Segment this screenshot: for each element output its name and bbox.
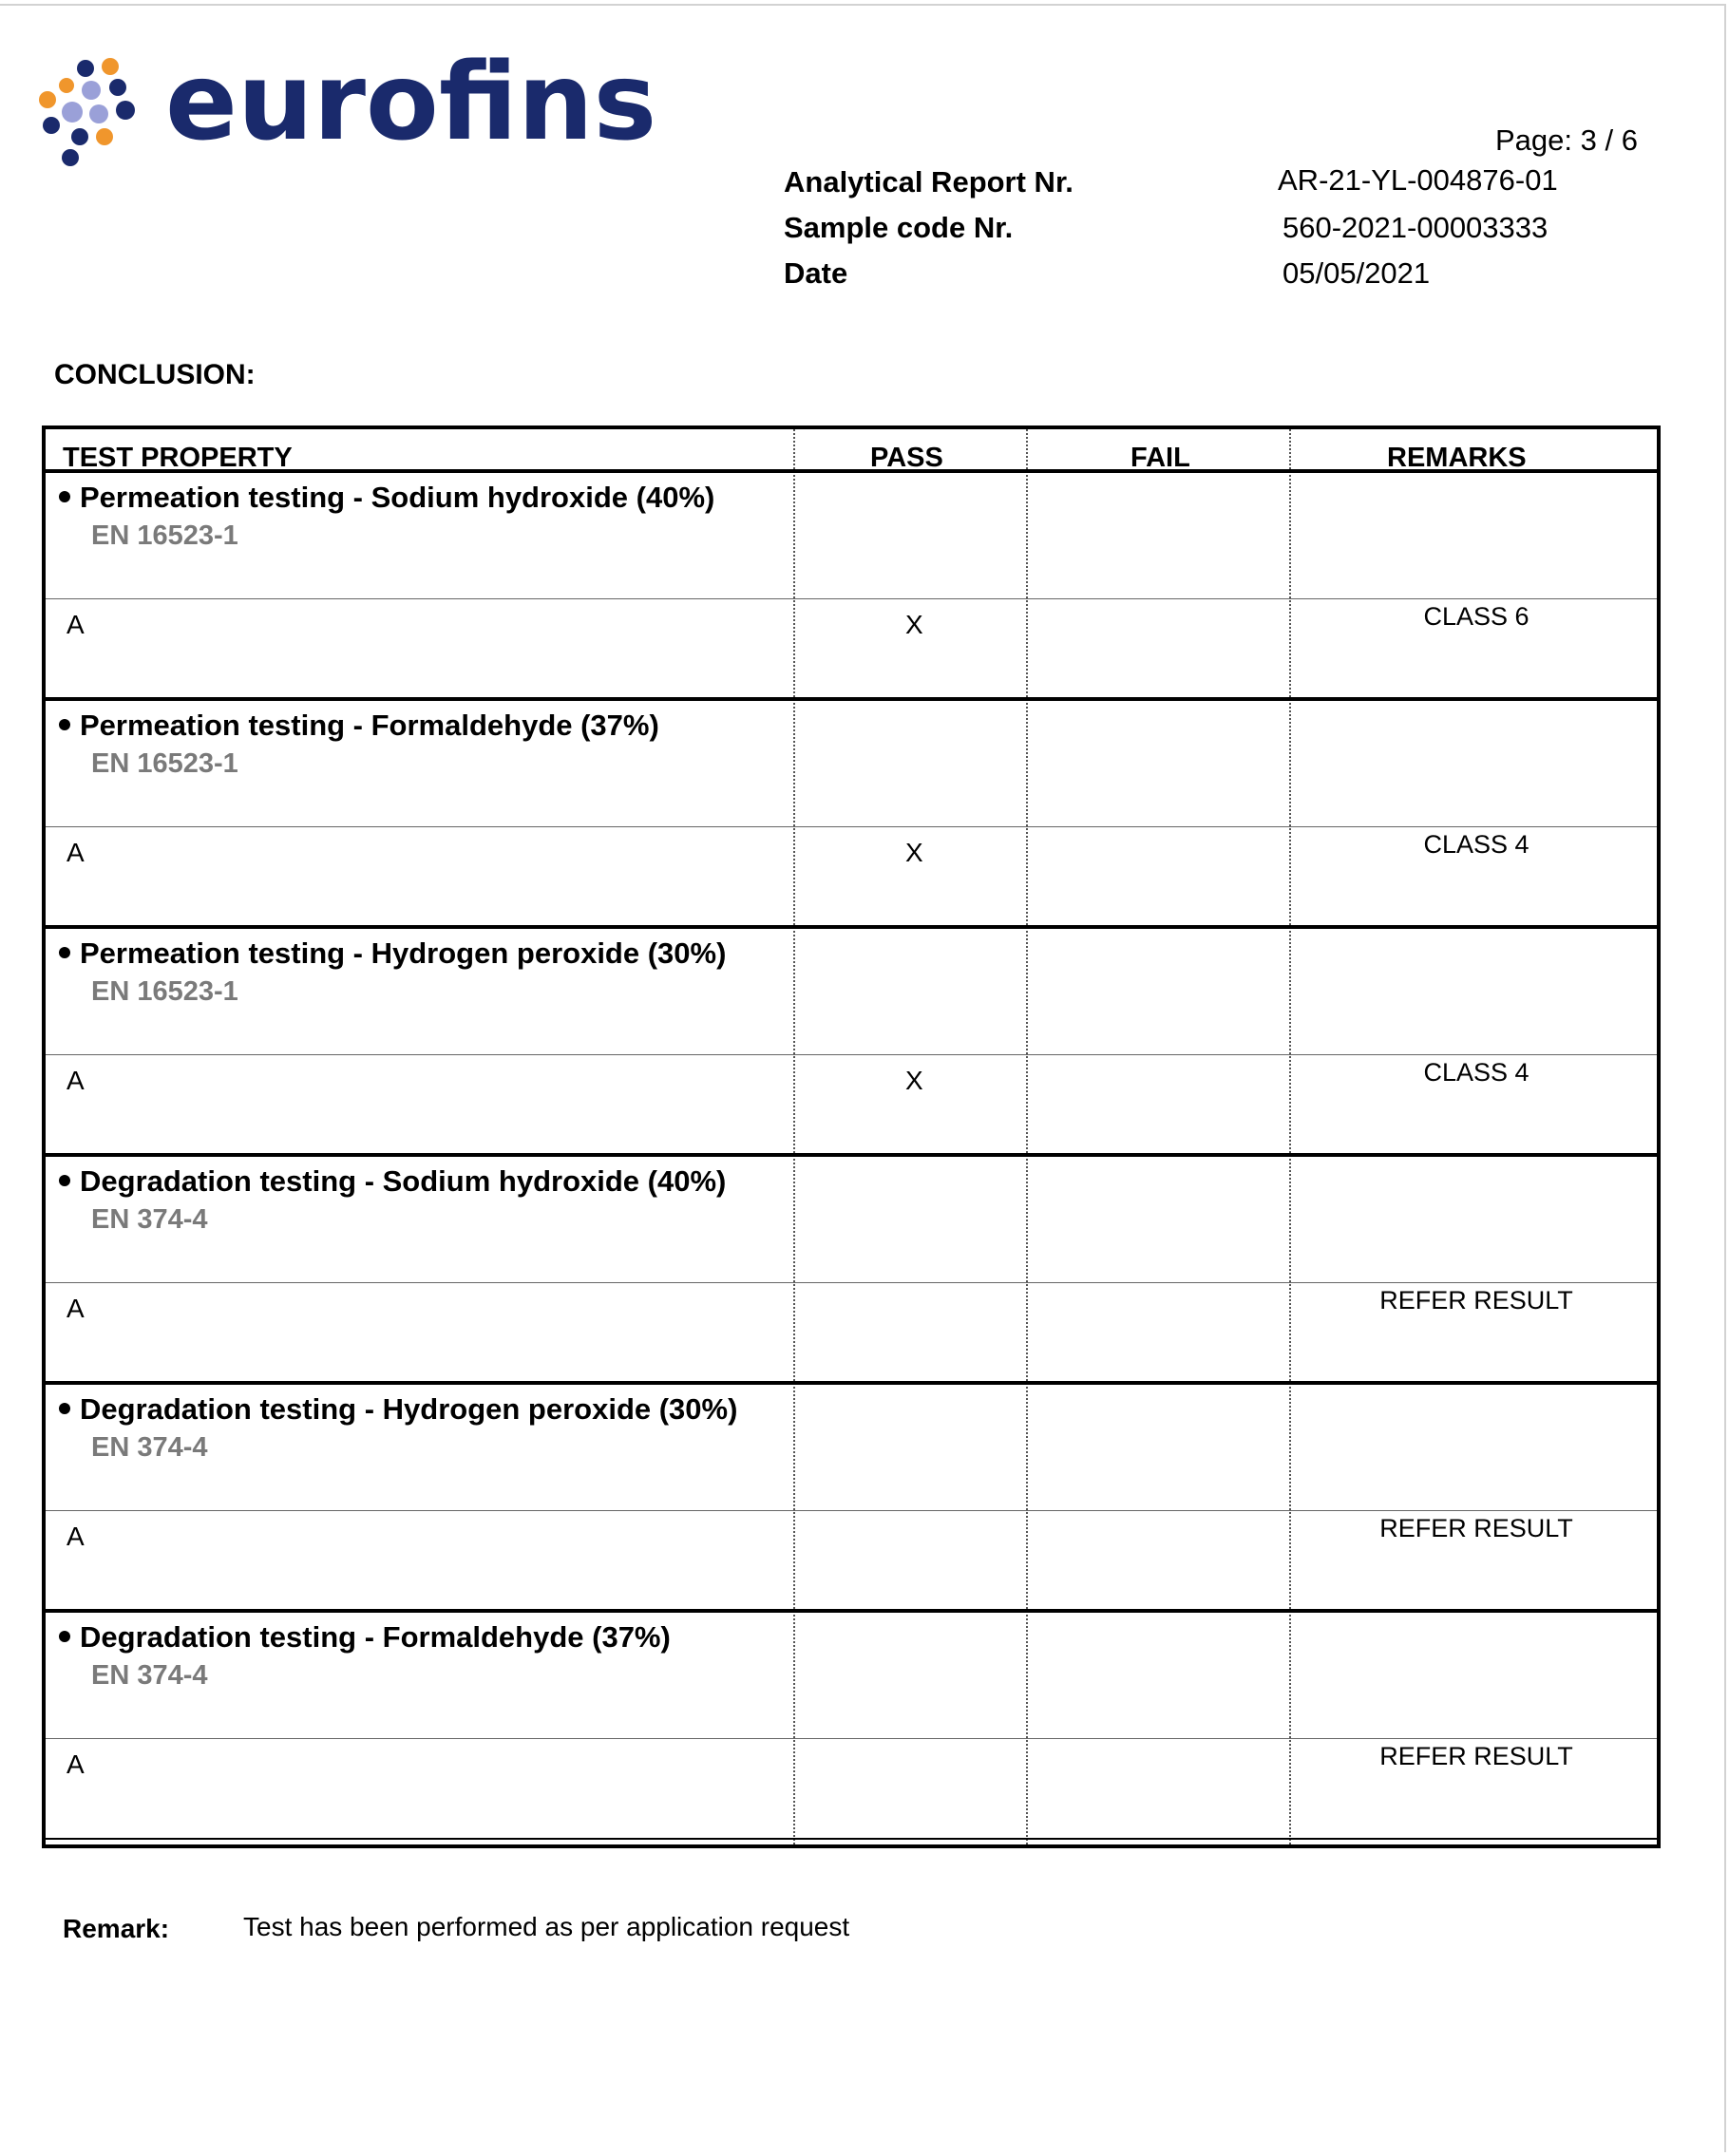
- date-value: 05/05/2021: [1282, 256, 1431, 290]
- sample-code-label: Sample code Nr.: [784, 211, 1014, 244]
- sample-id: A: [66, 1749, 85, 1779]
- remark-text: Test has been performed as per application request: [243, 1912, 850, 1941]
- row-separator: [46, 925, 1657, 929]
- pass-mark: X: [905, 1066, 923, 1095]
- column-header-fail: FAIL: [1130, 443, 1190, 473]
- test-standard: EN 16523-1: [91, 520, 238, 551]
- date-label: Date: [784, 256, 848, 290]
- sample-id: A: [66, 838, 85, 867]
- logo-dots-icon: [38, 57, 152, 171]
- row-separator: [46, 1609, 1657, 1613]
- remark-label: Remark:: [63, 1914, 170, 1943]
- test-property-title: [59, 1164, 726, 1199]
- test-property-title: [59, 481, 714, 515]
- row-separator: [46, 1381, 1657, 1385]
- remarks-value: CLASS 4: [1423, 830, 1530, 859]
- report-number-label: Analytical Report Nr.: [784, 165, 1074, 199]
- row-separator: [46, 1153, 1657, 1157]
- bullet-icon: [59, 947, 70, 958]
- column-header-remarks: REMARKS: [1387, 443, 1527, 473]
- test-standard: EN 374-4: [91, 1204, 208, 1235]
- sub-row-separator: [46, 1738, 1657, 1739]
- remarks-value: CLASS 4: [1423, 1058, 1530, 1087]
- remarks-value: CLASS 6: [1423, 602, 1530, 631]
- test-standard: EN 16523-1: [91, 976, 238, 1007]
- report-number-value: AR-21-YL-004876-01: [1278, 163, 1558, 197]
- conclusion-heading: CONCLUSION:: [54, 359, 256, 390]
- sample-code-value: 560-2021-00003333: [1282, 211, 1548, 244]
- pass-mark: X: [905, 610, 923, 639]
- bullet-icon: [59, 1403, 70, 1414]
- bullet-icon: [59, 719, 70, 730]
- sample-id: A: [66, 1294, 85, 1323]
- remarks-value: REFER RESULT: [1379, 1742, 1573, 1770]
- column-header-test-property: TEST PROPERTY: [63, 443, 293, 473]
- row-separator: [46, 469, 1657, 473]
- sample-id: A: [66, 610, 85, 639]
- test-property-title-text: Degradation testing - Hydrogen peroxide (30%): [80, 1392, 738, 1426]
- test-standard: EN 374-4: [91, 1660, 208, 1691]
- page-number: Page: 3 / 6: [1495, 123, 1638, 157]
- test-property-title-text: Permeation testing - Hydrogen peroxide (30%): [80, 936, 727, 970]
- bullet-icon: [59, 491, 70, 502]
- sub-row-separator: [46, 1510, 1657, 1511]
- sub-row-separator: [46, 598, 1657, 599]
- test-property-title-text: Permeation testing - Formaldehyde (37%): [80, 709, 659, 742]
- remarks-value: REFER RESULT: [1379, 1514, 1573, 1542]
- divider-remarks: [1289, 429, 1291, 1844]
- sub-row-separator: [46, 1282, 1657, 1283]
- sample-id: A: [66, 1522, 85, 1551]
- row-separator: [46, 697, 1657, 701]
- test-property-title-text: Permeation testing - Sodium hydroxide (40%): [80, 481, 715, 514]
- test-property-title-text: Degradation testing - Sodium hydroxide (40%): [80, 1164, 727, 1198]
- table-bottom-rule: [42, 1838, 1661, 1842]
- divider-fail: [1026, 429, 1028, 1844]
- test-property-title: [59, 709, 659, 743]
- sample-id: A: [66, 1066, 85, 1095]
- bullet-icon: [59, 1631, 70, 1642]
- test-property-title-text: Degradation testing - Formaldehyde (37%): [80, 1620, 671, 1654]
- pass-mark: X: [905, 838, 923, 867]
- conclusion-table: [42, 426, 1661, 1848]
- sub-row-separator: [46, 826, 1657, 827]
- remarks-value: REFER RESULT: [1379, 1286, 1573, 1314]
- test-property-title: [59, 1620, 671, 1655]
- test-property-title: [59, 936, 726, 971]
- divider-pass: [793, 429, 795, 1844]
- test-property-title: [59, 1392, 737, 1427]
- sub-row-separator: [46, 1054, 1657, 1055]
- test-standard: EN 16523-1: [91, 748, 238, 779]
- logo-wordmark: eurofins: [165, 41, 657, 164]
- test-standard: EN 374-4: [91, 1432, 208, 1463]
- column-header-pass: PASS: [870, 443, 943, 473]
- eurofins-logo: [38, 41, 657, 171]
- bullet-icon: [59, 1175, 70, 1186]
